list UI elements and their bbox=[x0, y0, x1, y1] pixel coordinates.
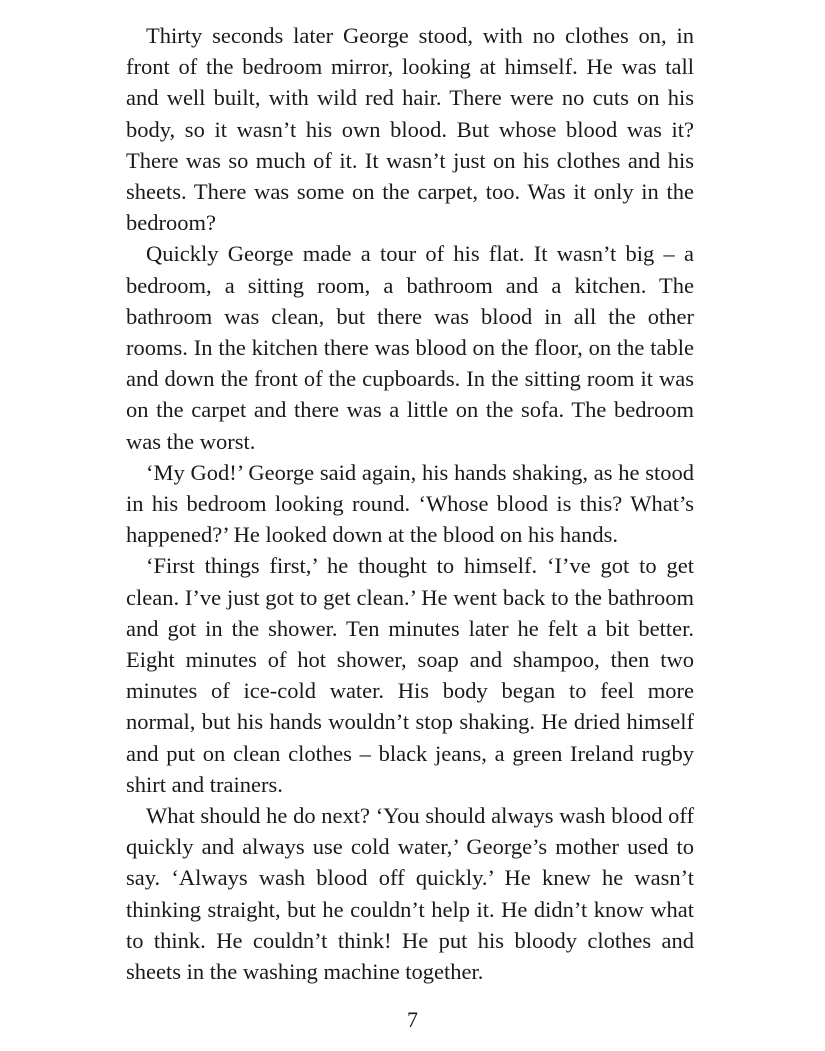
paragraph-5: What should he do next? ‘You should always wash blood off quickly and always use cold water,’ George’s mother used to say. ‘Always wash blood off quickly.’ He knew he wasn’t thinking straight, but he couldn’t help it. He didn’t know what to think. He couldn’t think! He put his bloody clothes and sheets in the washing machine together. bbox=[126, 803, 694, 985]
paragraph-1: Thirty seconds later George stood, with no clothes on, in front of the bedroom mirror, looking at himself. He was tall and well built, with wild red hair. There were no cuts on his body, so it wasn’t his own blood. But whose blood was it? There was so much of it. It wasn’t just on his clothes and his sheets. There was some on the carpet, too. Was it only in the bedroom? bbox=[126, 23, 694, 236]
paragraph-3: ‘My God!’ George said again, his hands shaking, as he stood in his bedroom looking round. ‘Whose blood is this? What’s happened?’ He looked down at the blood on his hands. bbox=[126, 459, 694, 548]
paragraph-2: Quickly George made a tour of his flat. It wasn’t big – a bedroom, a sitting room, a bathroom and a kitchen. The bathroom was clean, but there was blood in all the other rooms. In the kitchen there was blood on the floor, on the table and down the front of the cupboards. In the sitting room it was on the carpet and there was a little on the sofa. The bedroom was the worst. bbox=[126, 241, 694, 454]
page-number: 7 bbox=[407, 1007, 418, 1032]
paragraph-4: ‘First things first,’ he thought to himself. ‘I’ve got to get clean. I’ve just got to get clean.’ He went back to the bathroom and got in the shower. Ten minutes later he felt a bit better. Eight minutes of hot shower, soap and shampoo, then two minutes of ice-cold water. His body began to feel more normal, but his hands wouldn’t stop shaking. He dried himself and put on clean clothes – black jeans, a green Ireland rugby shirt and trainers. bbox=[126, 553, 694, 797]
body-text bbox=[126, 20, 694, 987]
